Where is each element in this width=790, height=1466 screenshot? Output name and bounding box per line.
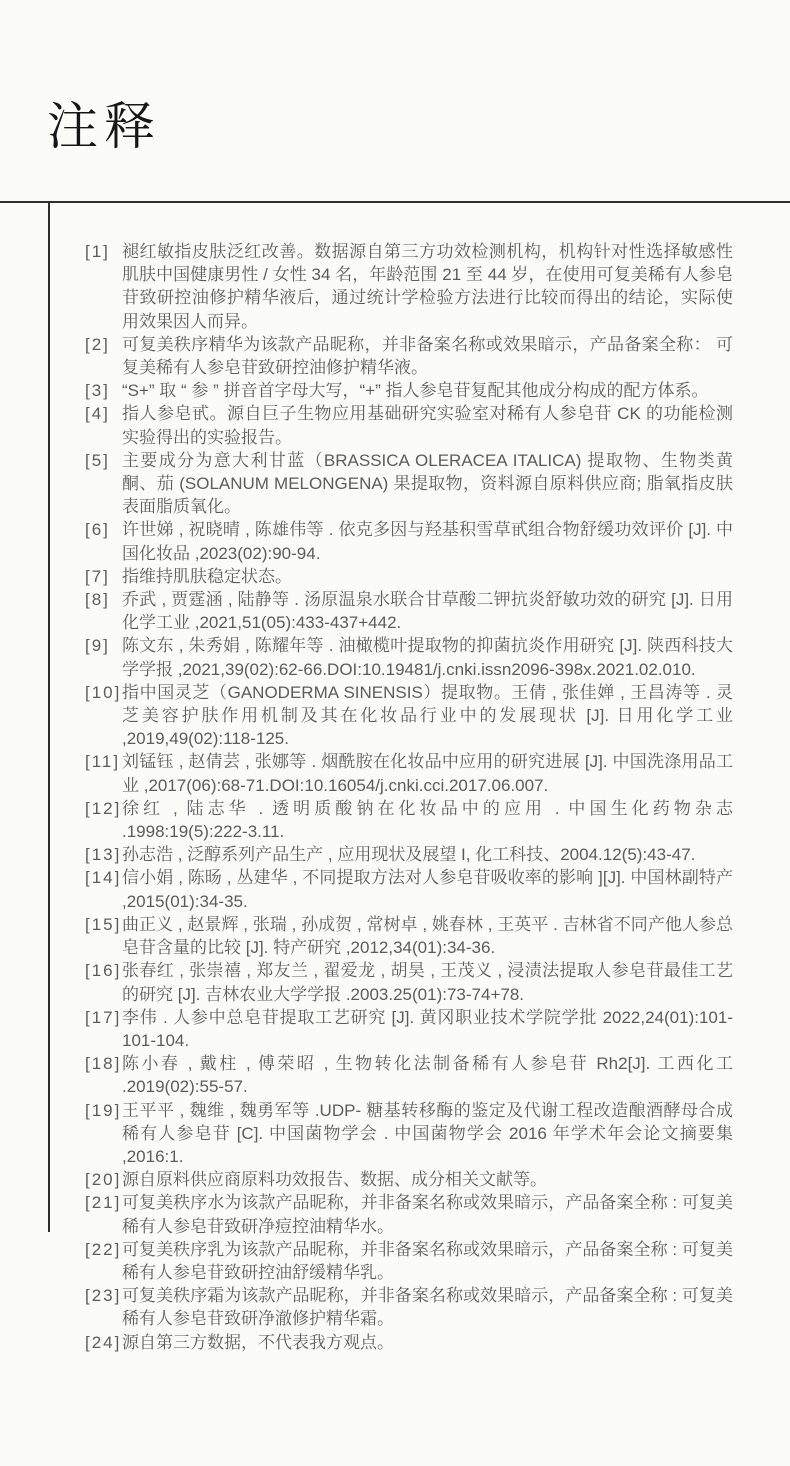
note-text: 指中国灵芝（GANODERMA SINENSIS）提取物。王倩 , 张佳婵 , 王昌涛等 . 灵芝美容护肤作用机制及其在化妆品行业中的发展现状 [J]. 日用化学工业 ,2019,49(02):118-125. — [122, 682, 733, 749]
note-marker: [6] — [85, 520, 110, 540]
note-text: 曲正义 , 赵景辉 , 张瑞 , 孙成贺 , 常树卓 , 姚春林 , 王英平 . 吉林省不同产他人参总皂苷含量的比较 [J]. 特产研究 ,2012,34(01):34-36. — [122, 914, 733, 958]
note-marker: [9] — [85, 636, 110, 656]
note-text: 可复美秩序霜为该款产品昵称，并非备案名称或效果暗示，产品备案全称 : 可复美稀有人参皂苷致研净澈修护精华霜。 — [122, 1286, 733, 1329]
note-item — [85, 959, 733, 1005]
note-marker: [2] — [85, 334, 110, 354]
note-item — [85, 866, 733, 912]
horizontal-divider — [0, 201, 790, 203]
note-text: 刘锰钰 , 赵倩芸 , 张娜等 . 烟酰胺在化妆品中应用的研究进展 [J]. 中国洗涤用品工业 ,2017(06):68-71.DOI:10.16054/j.cnki.cci.2017.06.007. — [122, 752, 733, 795]
note-item — [85, 449, 733, 519]
note-item — [85, 1331, 733, 1354]
note-text: 张春红 , 张崇禧 , 郑友兰 , 翟爱龙 , 胡昊 , 王茂义 , 浸渍法提取人参皂苷最佳工艺的研究 [J]. 吉林农业大学学报 .2003.25(01):73-74+78. — [122, 961, 733, 1004]
note-text: 源自原料供应商原料功效报告、数据、成分相关文献等。 — [122, 1170, 547, 1190]
note-text: 许世娣 , 祝晓晴 , 陈雄伟等 . 依克多因与羟基积雪草甙组合物舒缓功效评价 [J]. 中国化妆品 ,2023(02):90-94. — [122, 520, 733, 563]
note-item — [85, 634, 733, 680]
note-marker: [22] — [85, 1239, 122, 1259]
note-item — [85, 1168, 733, 1191]
note-marker: [11] — [85, 752, 121, 772]
page-title: 注释 — [47, 98, 162, 155]
note-marker: [16] — [85, 961, 122, 981]
note-text: 王平平 , 魏维 , 魏勇军等 .UDP- 糖基转移酶的鉴定及代谢工程改造酿酒酵母合成稀有人参皂苷 [C]. 中国菌物学会 . 中国菌物学会 2016 年学术年会论文摘要集 ,2016:1. — [122, 1100, 733, 1166]
note-text: 指维持肌肤稳定状态。 — [122, 566, 292, 586]
note-item — [85, 843, 733, 866]
note-text: 乔武 , 贾霆涵 , 陆静等 . 汤原温泉水联合甘草酸二钾抗炎舒敏功效的研究 [J]. 日用化学工业 ,2021,51(05):433-437+442. — [122, 590, 733, 633]
note-item — [85, 1052, 733, 1098]
note-marker: [10] — [85, 682, 122, 702]
note-item — [85, 1284, 733, 1330]
note-item — [85, 1099, 733, 1169]
note-marker: [7] — [85, 566, 110, 586]
note-text: “S+” 取 “ 参 ” 拼音首字母大写，“+” 指人参皂苷复配其他成分构成的配方体系。 — [122, 381, 709, 401]
note-marker: [17] — [85, 1007, 122, 1027]
note-marker: [15] — [85, 914, 122, 934]
note-item — [85, 913, 733, 959]
note-marker: [20] — [85, 1170, 122, 1190]
note-item — [85, 1238, 733, 1284]
note-item — [85, 333, 733, 379]
note-item — [85, 518, 733, 564]
note-text: 指人参皂甙。源自巨子生物应用基础研究实验室对稀有人参皂苷 CK 的功能检测实验得出的实验报告。 — [122, 404, 733, 447]
note-text: 李伟 . 人参中总皂苷提取工艺研究 [J]. 黄冈职业技术学院学批 2022,24(01):101-101-104. — [122, 1007, 733, 1050]
note-text: 源自第三方数据，不代表我方观点。 — [122, 1332, 394, 1352]
note-text: 陈文东 , 朱秀娟 , 陈耀年等 . 油橄榄叶提取物的抑菌抗炎作用研究 [J]. 陕西科技大学学报 ,2021,39(02):62-66.DOI:10.19481/j.cnki.issn2096-398x.2021.02.010. — [122, 636, 733, 679]
note-item — [85, 1191, 733, 1237]
note-item — [85, 379, 733, 402]
note-marker: [4] — [85, 404, 110, 424]
note-marker: [18] — [85, 1054, 122, 1074]
note-marker: [8] — [85, 590, 110, 610]
note-item — [85, 402, 733, 448]
note-marker: [13] — [85, 845, 122, 865]
note-item — [85, 588, 733, 634]
note-marker: [12] — [85, 798, 122, 818]
note-marker: [14] — [85, 868, 122, 888]
note-text: 陈小春 , 戴柱 , 傅荣昭 , 生物转化法制备稀有人参皂苷 Rh2[J]. 工西化工 .2019(02):55-57. — [122, 1054, 733, 1097]
note-text: 可复美秩序乳为该款产品昵称，并非备案名称或效果暗示，产品备案全称 : 可复美稀有人参皂苷致研控油舒缓精华乳。 — [122, 1239, 733, 1282]
note-text: 褪红敏指皮肤泛红改善。数据源自第三方功效检测机构，机构针对性选择敏感性肌肤中国健康男性 / 女性 34 名，年龄范围 21 至 44 岁，在使用可复美稀有人参皂苷致研控油修护精华液后，通过统计学检验方法进行比较而得出的结论，实际使用效果因人而异。 — [122, 242, 733, 331]
note-text: 主要成分为意大利甘蓝（BRASSICA OLERACEA ITALICA) 提取物、生物类黄酮、茄 (SOLANUM MELONGENA) 果提取物，资料源自原料供应商; 脂氧指皮肤表面脂质氧化。 — [122, 450, 733, 517]
note-text: 信小娟 , 陈旸 , 丛建华 , 不同提取方法对人参皂苷吸收率的影响 ][J]. 中国林副特产 ,2015(01):34-35. — [122, 868, 733, 911]
note-marker: [21] — [85, 1193, 122, 1213]
notes-list — [85, 240, 733, 1354]
note-marker: [23] — [85, 1286, 122, 1306]
note-marker: [19] — [85, 1100, 122, 1120]
note-text: 可复美秩序水为该款产品昵称，并非备案名称或效果暗示，产品备案全称 : 可复美稀有人参皂苷致研净痘控油精华水。 — [122, 1193, 733, 1236]
note-item — [85, 565, 733, 588]
note-text: 孙志浩 , 泛醇系列产品生产 , 应用现状及展望 I, 化工科技、2004.12(5):43-47. — [122, 845, 696, 865]
note-text: 可复美秩序精华为该款产品昵称，并非备案名称或效果暗示，产品备案全称： 可复美稀有人参皂苷致研控油修护精华液。 — [122, 334, 733, 378]
note-item — [85, 681, 733, 751]
note-marker: [5] — [85, 450, 110, 470]
note-marker: [3] — [85, 381, 110, 401]
note-item — [85, 750, 733, 796]
note-item — [85, 797, 733, 843]
vertical-divider — [48, 201, 50, 1232]
note-item — [85, 240, 733, 333]
note-marker: [1] — [85, 242, 110, 261]
note-text: 徐红 , 陆志华 . 透明质酸钠在化妆品中的应用 . 中国生化药物杂志 .1998:19(5):222-3.11. — [122, 798, 733, 842]
note-item — [85, 1006, 733, 1052]
note-marker: [24] — [85, 1332, 122, 1352]
